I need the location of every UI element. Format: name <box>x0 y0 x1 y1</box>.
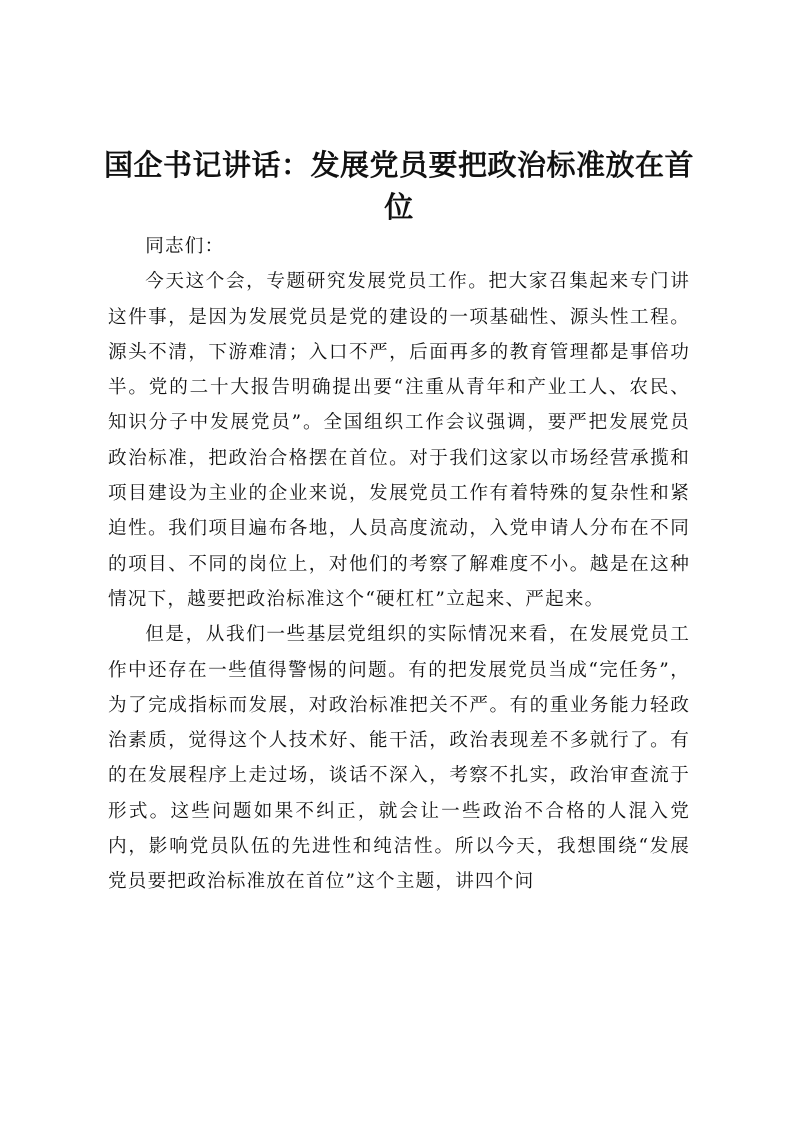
greeting: 同志们： <box>145 236 225 257</box>
document-body <box>108 229 690 900</box>
document-title: 国企书记讲话：发展党员要把政治标准放在首位 <box>103 148 694 224</box>
paragraph-1: 今天这个会，专题研究发展党员工作。把大家召集起来专门讲这件事，是因为发展党员是党的建设的一项基础性、源头性工程。源头不清，下游难清；入口不严，后面再多的教育管理都是事倍功半。党的二十大报告明确提出要“注重从青年和产业工人、农民、知识分子中发展党员”。全国组织工作会议强调，要严把发展党员政治标准，把政治合格摆在首位。对于我们这家以市场经营承揽和项目建设为主业的企业来说，发展党员工作有着特殊的复杂性和紧迫性。我们项目遍布各地，人员高度流动，入党申请人分布在不同的项目、不同的岗位上，对他们的考察了解难度不小。越是在这种情况下，越要把政治标准这个“硬杠杠”立起来、严起来。 <box>108 271 690 610</box>
paragraph-2: 但是，从我们一些基层党组织的实际情况来看，在发展党员工作中还存在一些值得警惕的问题。有的把发展党员当成“完任务”，为了完成指标而发展，对政治标准把关不严。有的重业务能力轻政治素质，觉得这个人技术好、能干活，政治表现差不多就行了。有的在发展程序上走过场，谈话不深入，考察不扎实，政治审查流于形式。这些问题如果不纠正，就会让一些政治不合格的人混入党内，影响党员队伍的先进性和纯洁性。所以今天，我想围绕“发展党员要把政治标准放在首位”这个主题，讲四个问 <box>108 624 690 893</box>
